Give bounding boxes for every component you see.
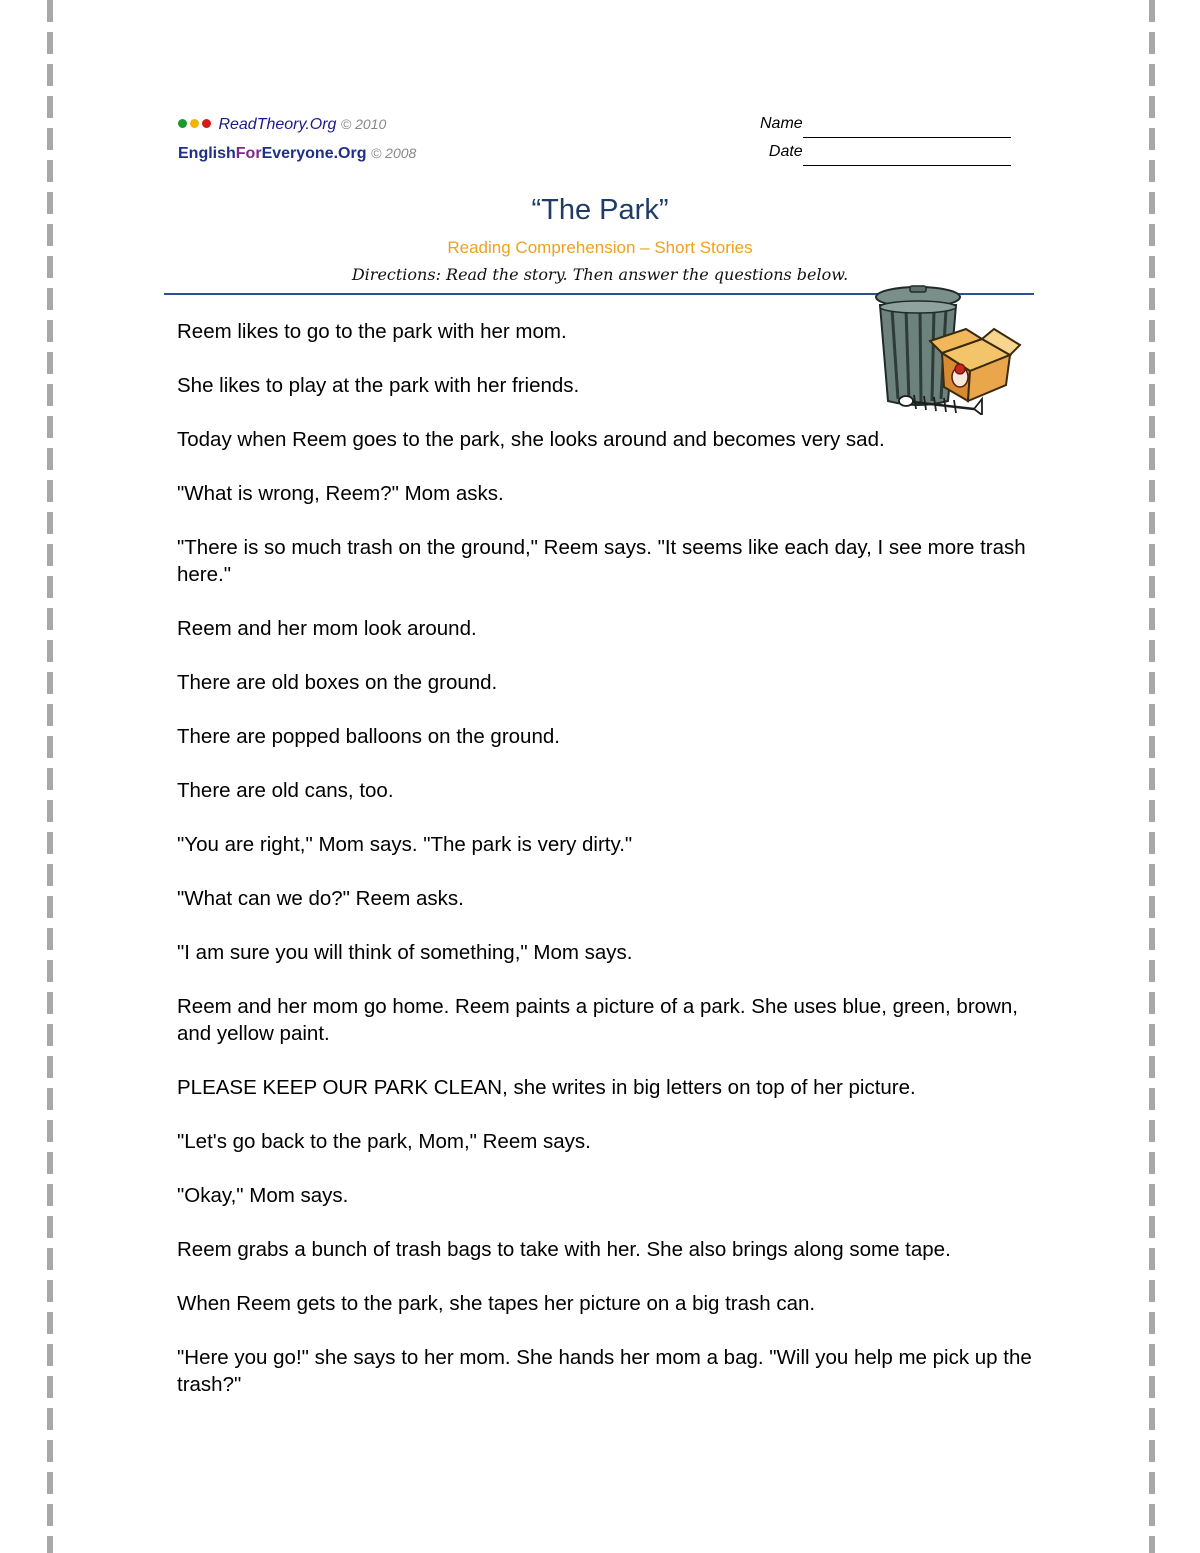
efe-everyone: Everyone.Org — [261, 145, 367, 162]
story-paragraph: "I am sure you will think of something," Mom says. — [177, 941, 633, 964]
story-paragraph: "What is wrong, Reem?" Mom asks. — [177, 482, 504, 505]
yellow-dot-icon — [190, 119, 199, 128]
worksheet-subtitle: Reading Comprehension – Short Stories — [447, 238, 753, 257]
date-label: Date — [768, 143, 803, 160]
story-paragraph: "There is so much trash on the ground," Reem says. "It seems like each day, I see more trash here." — [177, 536, 1026, 586]
name-line[interactable] — [803, 119, 1011, 138]
efe-for: For — [235, 145, 262, 162]
story-paragraph: "Let's go back to the park, Mom," Reem says. — [177, 1130, 591, 1153]
story-paragraph: "What can we do?" Reem asks. — [177, 887, 464, 910]
directions-text: Directions: Read the story. Then answer the questions below. — [351, 265, 849, 284]
englishforeveryone-credit — [178, 139, 416, 168]
site-credits — [178, 110, 416, 168]
readtheory-theory: Theory.Org — [256, 116, 337, 133]
date-field[interactable] — [760, 138, 1011, 166]
efe-copyright: © 2008 — [370, 145, 417, 161]
story-paragraph: "Okay," Mom says. — [177, 1184, 349, 1207]
story-paragraph: "Here you go!" she says to her mom. She hands her mom a bag. "Will you help me pick up the trash?" — [177, 1346, 1032, 1396]
story-paragraph: Reem and her mom look around. — [177, 617, 477, 640]
readtheory-copyright: © 2010 — [340, 116, 387, 132]
name-label: Name — [760, 115, 803, 132]
efe-english: English — [178, 145, 236, 162]
story-paragraph: Reem likes to go to the park with her mom. — [177, 320, 567, 343]
left-page-border — [47, 0, 53, 1553]
story-paragraph: When Reem gets to the park, she tapes her picture on a big trash can. — [177, 1292, 816, 1315]
readtheory-read: Read — [218, 116, 257, 133]
story-paragraph: "You are right," Mom says. "The park is very dirty." — [177, 833, 633, 856]
story-body — [177, 318, 1037, 1425]
story-paragraph: She likes to play at the park with her friends. — [177, 374, 580, 397]
red-dot-icon — [202, 119, 211, 128]
story-paragraph: There are popped balloons on the ground. — [177, 725, 560, 748]
story-paragraph: PLEASE KEEP OUR PARK CLEAN, she writes in big letters on top of her picture. — [177, 1076, 916, 1099]
story-paragraph: Reem grabs a bunch of trash bags to take with her. She also brings along some tape. — [177, 1238, 951, 1261]
name-field[interactable] — [760, 110, 1011, 138]
story-paragraph: There are old cans, too. — [177, 779, 394, 802]
date-line[interactable] — [803, 147, 1011, 166]
story-paragraph: There are old boxes on the ground. — [177, 671, 498, 694]
story-paragraph: Today when Reem goes to the park, she looks around and becomes very sad. — [177, 428, 885, 451]
right-page-border — [1149, 0, 1155, 1553]
green-dot-icon — [178, 119, 187, 128]
readtheory-credit — [178, 110, 416, 139]
story-title: “The Park” — [531, 194, 669, 226]
story-paragraph: Reem and her mom go home. Reem paints a picture of a park. She uses blue, green, brown, and yellow paint. — [177, 995, 1018, 1045]
student-fields — [760, 110, 1011, 166]
